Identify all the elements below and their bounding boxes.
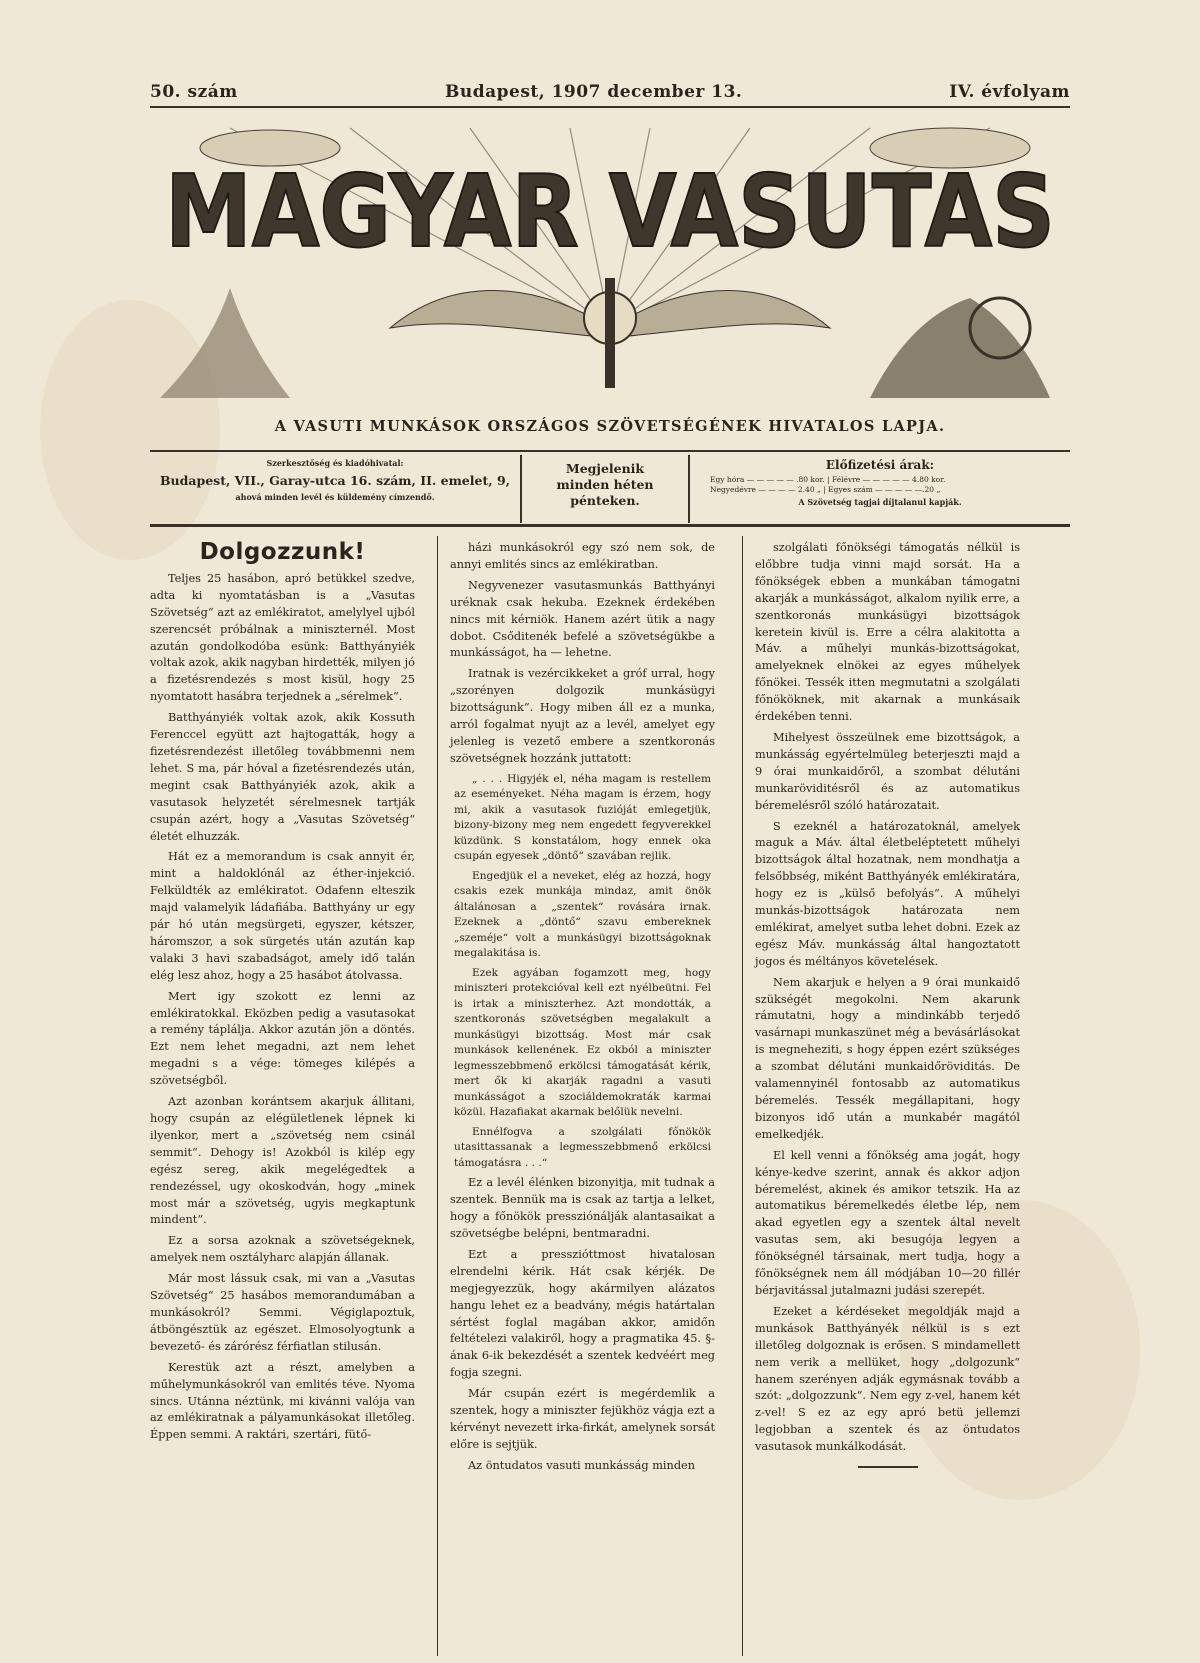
address-note: ahová minden levél és küldemény címzendő. xyxy=(235,492,435,502)
publication-info xyxy=(522,455,690,523)
paragraph: Ez a sorsa azoknak a szövetségeknek, amelyek nem osztályharc alapján állanak. xyxy=(150,1234,415,1265)
paragraph: Hát ez a memorandum is csak annyit ér, mint a haldoklónál az éther-injekció. Felküldték az emlékiratot. Odafenn elteszik majd valamelyik ládafiába. Batthyány ur egy pár hó után megsürgeti, egyszer, kétszer, háromszor, a sok sürgetés után azután kap valaki 3 havi szabadságot, amely idő talán elég lesz ahoz, hogy a 25 hasábot átolvassa. xyxy=(150,850,415,982)
issue-number: 50. szám xyxy=(150,82,238,102)
paragraph: Ezeket a kérdéseket megoldják majd a munkások Batthyányék nélkül is s ezt illetőleg dolgoznak is erősen. S mindamellett nem verik a mellüket, hogy „dolgozunk“ hanem szerényen adják egymásnak tovább a szót: „dolgozzunk“. Nem egy z-vel, hanem két z-vel! S ez az egy apró betü jellemzi legjobban a szentek és az öntudatos vasutasok munkálkodását. xyxy=(755,1304,1020,1454)
info-bottom-rule xyxy=(150,524,1070,527)
pub-line-3: pénteken. xyxy=(570,493,640,508)
quote-paragraph: Ezek agyában fogamzott meg, hogy miniszteri protekcióval kell ezt nyélbeütni. Fel is irtak a miniszterhez. Azt mondották, a szentkoronás szövetségben megalakult a munkásügyi bizottság. Most már csak munkások kellenének. Ez okból a miniszter legmesszebbmenő erkölcsi támogatását kérik, mert ők ki akarják ragadni a vasuti munkásságot a szociáldemokraták karmai közül. Hazafiakat akarnak belőlük nevelni. xyxy=(454,966,711,1119)
masthead-title: MAGYAR VASUTAS xyxy=(165,153,1055,270)
column-2 xyxy=(450,540,715,1650)
quote-paragraph: Ennélfogva a szolgálati főnökök utasittassanak a legmesszebbmenő erkölcsi támogatásra . . .“ xyxy=(454,1125,711,1169)
paragraph: Már csupán ezért is megérdemlik a szentek, hogy a miniszter fejükhöz vágja ezt a kérvényt nevezett irka-firkát, amelynek sorsát előre is sejtjük. xyxy=(450,1387,715,1451)
paragraph: Nem akarjuk e helyen a 9 órai munkaidő szükségét megokolni. Nem akarunk rámutatni, hogy a mindinkább terjedő vasárnapi munkaszünet még a bevásárlásokat is megneheziti, s hogy éppen ezért szükséges a szombat délutáni munkaidőröviditás. De valamennyinél fontosabb az automatikus béremelés. Tessék megállapitani, hogy bizonyos idő után a munkabér magától emelkedjék. xyxy=(755,975,1020,1141)
paragraph: Ez a levél élénken bizonyitja, mit tudnak a szentek. Bennük ma is csak az tartja a lelket, hogy a főnökök pressziónálják alantasaikat a szövetségbe belépni, bentmaradni. xyxy=(450,1176,715,1240)
article-end-rule xyxy=(858,1466,918,1468)
dateline: Budapest, 1907 december 13. xyxy=(445,82,743,102)
price-line: Negyedévre — — — — 2.40 „ | Egyes szám — — — — —.20 „ xyxy=(710,485,941,494)
info-top-rule xyxy=(150,450,1070,452)
article-headline: Dolgozzunk! xyxy=(199,539,366,565)
quote-paragraph: Engedjük el a neveket, elég az hozzá, hogy csakis ezek munkája mindaz, amit önök általánosan a „szentek“ rovására irnak. Ezeknek a „döntő“ szavu embereknek „szeméje“ volt a munkásügyi bizottságoknak megalakitása is. xyxy=(454,869,711,960)
paragraph: Már most lássuk csak, mi van a „Vasutas Szövetség“ 25 hasábos memorandumában a munkásokról? Semmi. Végiglapoztuk, átböngésztük az egészet. Elmosolyogtunk a bevezető- és zárórész férfiatlan stilusán. xyxy=(150,1272,415,1353)
price-list xyxy=(690,475,1070,495)
office-address: Budapest, VII., Garay-utca 16. szám, II. emelet, 9, xyxy=(159,473,510,488)
price-line: Egy hóra — — — — — .80 kor. | Félévre — — — — — 4.80 kor. xyxy=(710,475,946,484)
quote-paragraph: „ . . . Higyjék el, néha magam is restellem az eseményeket. Néha magam is érzem, hogy mi, akik a vasutasok fuzióját emlegetjük, bizony-bizony meg nem engedett fegyverekkel küzdünk. S konstatálom, hogy ennek oka csupán egyesek „döntő“ szavában rejlik. xyxy=(454,772,711,863)
prices-title: Előfizetési árak: xyxy=(825,458,935,472)
paragraph: Teljes 25 hasábon, apró betükkel szedve, adta ki nyomtatásban is a „Vasutas Szövetség“ azt az emlékiratot, amelylyel ujból szerencsét próbálnak a miniszternél. Most azután gondolkodóba esünk: Batthyányiék voltak azok, akik nagyban hirdették, milyen jó a fizetésrendezés s most kisül, hogy 25 nyomtatott hasábra terjednek a „sérelmek“. xyxy=(150,571,415,704)
paragraph: Azt azonban korántsem akarjuk állitani, hogy csupán az elégületlenek lépnek ki ilyenkor, mert a „szövetség nem csinál semmit“. Dehogy is! Azokból is kilép egy egész sereg, akik megelégedtek a rendezéssel, ugy okoskodván, hogy „minek most már a szövetség, ugyis megkaptunk mindent“. xyxy=(150,1095,415,1227)
column-1 xyxy=(150,540,415,1650)
masthead-illustration xyxy=(150,128,1070,408)
paragraph: Az öntudatos vasuti munkásság minden xyxy=(468,1458,696,1472)
quoted-letter xyxy=(450,772,715,1172)
paragraph: szolgálati főnökségi támogatás nélkül is előbbre tudja vinni majd sorsát. Ha a főnökségek ebben a munkában támogatni akarják a munkásságot, alkalom nyilik erre, a szentkoronás munkásügyi bizottságok keretein kivül is. Erre a célra alakitotta a Máv. a műhelyi munkás-bizottságokat, amelyeknek elnökei az egyes műhelyek főnökei. Tessék itten megmutatni a szolgálati főnököknek, mit akarnak a munkásaik érdekében tenni. xyxy=(755,541,1020,724)
pub-line-2: minden héten xyxy=(556,477,654,492)
header-rule xyxy=(150,106,1070,108)
pub-line-1: Megjelenik xyxy=(565,461,645,476)
info-box xyxy=(150,455,1070,523)
paragraph: Mert igy szokott ez lenni az emlékiratokkal. Eközben pedig a vasutasokat a remény táplálja. Akkor azután jön a döntés. Ezt nem lehet megadni, azt nem lehet megadni s a vége: tömeges kilépés a szövetségből. xyxy=(150,989,415,1088)
column-3 xyxy=(755,540,1020,1650)
paragraph: házi munkásokról egy szó nem sok, de annyi emlités sincs az emlékiratban. xyxy=(450,541,715,571)
paragraph: Batthyányiék voltak azok, akik Kossuth Ferenccel együtt azt hajtogatták, hogy a fizetésrendezést illetőleg továbbmenni nem lehet. S ma, pár hóval a fizetésrendezés után, megint csak Batthyányiék azok, akik a vasutasok helyzetét sérelmesnek tartják csupán azért, hogy a „Vasutas Szövetség“ életét elhuzzák. xyxy=(150,711,415,843)
paragraph: El kell venni a főnökség ama jogát, hogy kénye-kedve szerint, annak és akkor adjon béremelést, akinek és amikor tetszik. Ha az automatikus béremelkedés életbe lép, nem akad egyetlen egy a szentek által nevelt vasutas sem, aki besugója legyen a főnökségnél társainak, mert tudja, hogy a főnökségnek nem áll módjában 10—20 fillér bérjavitással jutalmazni judási szerepét. xyxy=(755,1148,1020,1297)
paragraph: Mihelyest összeülnek eme bizottságok, a munkásság egyértelmüleg beterjeszti majd a 9 órai munkaidőről, a szombat délutáni munkaröviditésről és az automatikus béremelésről szóló határozatait. xyxy=(755,730,1020,812)
paragraph: Iratnak is vezércikkeket a gróf urral, hogy „szorényen dolgozik munkásügyi bizottságunk“. Hogy miben áll ez a munka, arról fogalmat nyujt az a levél, amelyet egy jelenleg is vezető embere a szentkoronás szövetségnek hozzánk juttatott: xyxy=(450,667,715,765)
column-divider xyxy=(437,536,438,1656)
paragraph: Negyvenezer vasutasmunkás Batthyányi uréknak csak hekuba. Ezeknek érdekében nincs mit kérniök. Hanem azért ütik a nagy dobot. Csőditenék befelé a szövetségükbe a munkásságot, ha — lehetne. xyxy=(450,578,715,660)
subscription-prices xyxy=(690,455,1070,523)
paragraph: Kerestük azt a részt, amelyben a műhelymunkásokról van emlités téve. Nyoma sincs. Utánna néztünk, mi kivánni valója van az emlékiratnak a pályamunkásokat illetőleg. Éppen semmi. A raktári, szertári, fütő- xyxy=(150,1360,415,1442)
volume: IV. évfolyam xyxy=(949,82,1070,102)
prices-note: A Szövetség tagjai díjtalanul kapják. xyxy=(798,497,962,507)
masthead-subtitle: A VASUTI MUNKÁSOK ORSZÁGOS SZÖVETSÉGÉNEK HIVATALOS LAPJA. xyxy=(274,418,946,435)
paragraph: S ezeknél a határozatoknál, amelyek maguk a Máv. által életbeléptetett műhelyi bizottságok által hozatnak, nem mondhatja a felsőbbség, miként Batthyányék emlékiratára, hogy ez is „külső befolyás“. A műhelyi munkás-bizottságok határozata nem emlékirat, amelyet sutba lehet dobni. Ezek az egész Máv. munkásság által hangoztatott jogos és méltányos követelések. xyxy=(755,819,1020,968)
top-header xyxy=(150,82,1070,106)
office-label: Szerkesztőség és kiadóhivatal: xyxy=(266,458,404,468)
column-divider xyxy=(742,536,743,1656)
paragraph: Ezt a presszióttmost hivatalosan elrendelni kérik. Hát csak kérjék. De megjegyezzük, hogy akármilyen alázatos hangu lehet ez a beadvány, mégis határtalan sértést foglal magában akkor, amidőn feltételezi valakiről, hogy a pragmatika 45. §-ának 6-ik bekezdését a szentek kedvéért meg fogja szegni. xyxy=(450,1247,715,1380)
office-info xyxy=(150,455,522,523)
